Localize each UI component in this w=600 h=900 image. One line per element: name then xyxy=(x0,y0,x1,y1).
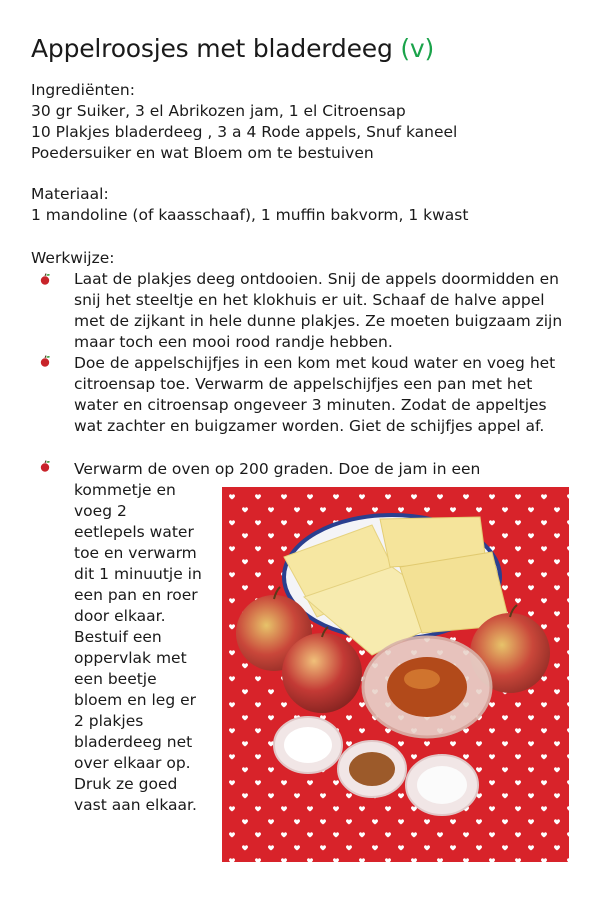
ingredients-photo xyxy=(222,487,569,862)
method-step: Laat de plakjes deeg ontdooien. Snij de appels doormidden en snij het steeltje en het klokhuis er uit. Schaaf de halve appel met de zijkant in hele dunne plakjes. Ze moeten buigzaam zijn maar toch een mooi rood randje hebben. xyxy=(74,270,563,351)
apple-bullet-icon xyxy=(38,354,52,368)
ingredients-heading: Ingrediënten: xyxy=(31,81,135,99)
method-step: Doe de appelschijfjes in een kom met koud water en voeg het citroensap toe. Verwarm de appelschijfjes een pan met het water en citroensap ongeveer 3 minuten. Zodat de appeltjes wat zachter en buigzamer worden. Giet de schijfjes appel af. xyxy=(74,354,556,435)
apple-bullet-icon xyxy=(38,459,52,473)
apple-bullet-icon xyxy=(38,272,52,286)
method-heading: Werkwijze: xyxy=(31,249,115,267)
vegetarian-tag: (v) xyxy=(400,34,435,63)
method-step-wrapped: kommetje en voeg 2 eetlepels water toe en verwarm dit 1 minuutje in een pan en roer door elkaar. Bestuif een oppervlak met een beetje bloem en leg er 2 plakjes bladerdeeg net over elkaar op. Druk ze goed vast aan elkaar. xyxy=(74,481,202,814)
ingredients-line: 30 gr Suiker, 3 el Abrikozen jam, 1 el Citroensap xyxy=(31,102,406,120)
ingredients-line: 10 Plakjes bladerdeeg , 3 a 4 Rode appels, Snuf kaneel xyxy=(31,123,458,141)
page-title xyxy=(31,34,434,63)
material-line: 1 mandoline (of kaasschaaf), 1 muffin bakvorm, 1 kwast xyxy=(31,206,469,224)
material-heading: Materiaal: xyxy=(31,185,109,203)
title-text: Appelroosjes met bladerdeeg xyxy=(31,34,393,63)
method-step-first-line: Verwarm de oven op 200 graden. Doe de jam in een xyxy=(74,460,481,478)
ingredients-line: Poedersuiker en wat Bloem om te bestuiven xyxy=(31,144,374,162)
ingredients-section xyxy=(31,80,457,164)
method-heading-wrap xyxy=(31,248,115,269)
material-section xyxy=(31,184,468,226)
